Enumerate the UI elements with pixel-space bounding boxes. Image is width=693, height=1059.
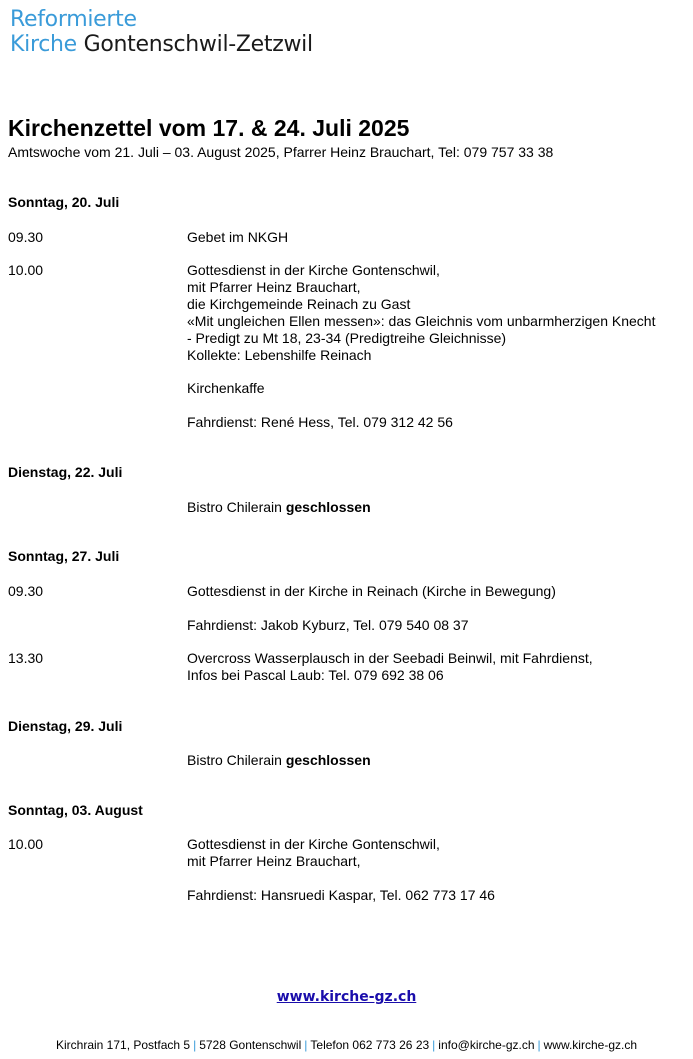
day-heading: Sonntag, 27. Juli	[8, 548, 120, 564]
footer-city: 5728 Gontenschwil	[199, 1038, 302, 1052]
event-fahrdienst: Fahrdienst: Hansruedi Kaspar, Tel. 062 773 17 46	[187, 887, 495, 903]
bistro-status: geschlossen	[285, 752, 371, 768]
day-heading: Sonntag, 20. Juli	[8, 194, 120, 210]
event-description	[187, 499, 371, 516]
logo-line-reformierte: Reformierte	[10, 7, 137, 32]
footer-email[interactable]: info@kirche-gz.ch	[438, 1038, 535, 1052]
website-link[interactable]: www.kirche-gz.ch	[276, 989, 417, 1005]
logo-kirche: Kirche	[10, 32, 77, 57]
footer-web[interactable]: www.kirche-gz.ch	[543, 1038, 637, 1052]
event-line: «Mit ungleichen Ellen messen»: das Gleichnis vom unbarmherzigen Knecht	[187, 313, 656, 329]
day-heading: Dienstag, 29. Juli	[8, 718, 123, 734]
page-subtitle: Amtswoche vom 21. Juli – 03. August 2025, Pfarrer Heinz Brauchart, Tel: 079 757 33 38	[8, 144, 554, 160]
logo-line-place	[10, 32, 313, 57]
event-time: 10.00	[8, 262, 44, 278]
page-title: Kirchenzettel vom 17. & 24. Juli 2025	[8, 115, 410, 141]
event-line: Gebet im NKGH	[187, 229, 289, 245]
event-line: Gottesdienst in der Kirche in Reinach (Kirche in Bewegung)	[187, 583, 556, 599]
bistro-status: geschlossen	[285, 499, 371, 515]
day-heading: Sonntag, 03. August	[8, 802, 143, 818]
footer-separator: |	[432, 1038, 436, 1052]
event-line: Gottesdienst in der Kirche Gontenschwil,	[187, 262, 440, 278]
event-description	[187, 229, 288, 246]
event-time: 13.30	[8, 650, 44, 666]
event-fahrdienst: Fahrdienst: Jakob Kyburz, Tel. 079 540 08 37	[187, 617, 469, 633]
event-time: 09.30	[8, 229, 44, 245]
event-line: Overcross Wasserplausch in der Seebadi Beinwil, mit Fahrdienst,	[187, 650, 593, 666]
event-fahrdienst: Fahrdienst: René Hess, Tel. 079 312 42 56	[187, 414, 453, 430]
event-line: mit Pfarrer Heinz Brauchart,	[187, 853, 361, 869]
event-description	[187, 650, 593, 684]
footer-address: Kirchrain 171, Postfach 5	[55, 1038, 191, 1052]
event-time: 09.30	[8, 583, 44, 599]
event-kirchenkaffe: Kirchenkaffe	[187, 380, 265, 396]
event-line: Gottesdienst in der Kirche Gontenschwil,	[187, 836, 440, 852]
event-description	[187, 836, 440, 870]
church-logo	[10, 7, 313, 57]
footer-separator: |	[304, 1038, 308, 1052]
event-line: die Kirchgemeinde Reinach zu Gast	[187, 296, 411, 312]
event-time: 10.00	[8, 836, 44, 852]
logo-place-name: Gontenschwil-Zetzwil	[83, 32, 313, 57]
website-link-container	[0, 988, 693, 1006]
bistro-text: Bistro Chilerain	[187, 499, 286, 515]
event-line: - Predigt zu Mt 18, 23-34 (Predigtreihe Gleichnisse)	[187, 330, 507, 346]
bistro-text: Bistro Chilerain	[187, 752, 286, 768]
day-heading: Dienstag, 22. Juli	[8, 464, 123, 480]
event-description	[187, 262, 655, 364]
event-line: Infos bei Pascal Laub: Tel. 079 692 38 06	[187, 667, 444, 683]
event-description	[187, 752, 371, 769]
footer-contact	[0, 1038, 693, 1052]
event-line: Kollekte: Lebenshilfe Reinach	[187, 347, 372, 363]
footer-separator: |	[537, 1038, 541, 1052]
footer-separator: |	[193, 1038, 197, 1052]
footer-phone: Telefon 062 773 26 23	[310, 1038, 430, 1052]
event-line: mit Pfarrer Heinz Brauchart,	[187, 279, 361, 295]
